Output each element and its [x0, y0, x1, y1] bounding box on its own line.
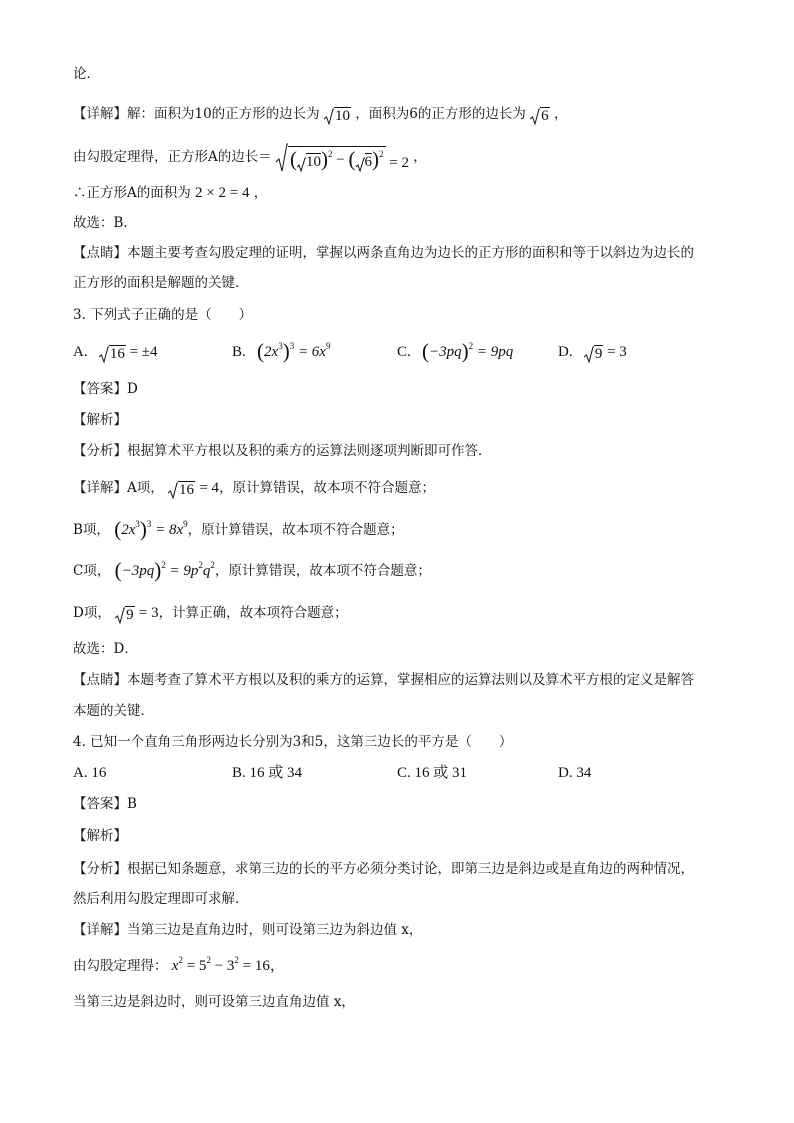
exponent: 3 [278, 341, 283, 351]
line-text: 【详解】当第三边是直角边时，则可设第三边为斜边值 x， [73, 922, 423, 938]
math-result: = 8x [155, 522, 184, 538]
q3-option-d [558, 342, 627, 364]
line-text: ， [413, 149, 427, 165]
option-rhs: = ±4 [129, 344, 158, 360]
text-line [73, 517, 404, 541]
sqrt-10 [324, 106, 351, 126]
option-rhs: = 3 [607, 344, 627, 360]
radicand: 16 [109, 346, 125, 362]
exponent: 3 [135, 519, 140, 529]
line-text: 【详解】A项， [73, 480, 164, 496]
area-expression: 2 × 2 = 4 [195, 185, 250, 201]
option-label: B. [232, 344, 246, 360]
text-line [73, 670, 694, 690]
line-text: ，原计算错误，故本项不符合题意； [214, 563, 431, 579]
text-line [73, 143, 427, 173]
q3-option-c: C. $(-3pq)^2 = 9pq$ [397, 339, 514, 363]
line-text: 3. 下列式子正确的是（ ） [73, 307, 253, 323]
math-result: = 4 [199, 480, 220, 496]
text-line [73, 478, 435, 500]
line-text: D项， [73, 605, 111, 621]
radicand: 6 [364, 154, 373, 170]
exponent: 2 [468, 341, 474, 351]
line-text: ， [553, 106, 568, 122]
sqrt-9 [584, 344, 604, 364]
sqrt-16 [99, 344, 126, 364]
text-line [73, 64, 100, 84]
result: = 2 [389, 155, 409, 171]
exponent: 2 [210, 560, 215, 570]
line-text: 【分析】根据算术平方根以及积的乘方的运算法则逐项判断即可作答． [73, 443, 492, 459]
text-line [73, 859, 694, 879]
variable: x [171, 958, 179, 974]
text-line [73, 701, 154, 721]
line-text: ，计算正确，故本项符合题意； [158, 605, 348, 621]
text-line [73, 603, 348, 625]
q4-option-b [232, 763, 302, 783]
line-text: ， [253, 185, 268, 201]
math-result: = 9p [169, 563, 199, 579]
math-result: q [202, 563, 211, 579]
line-text: 正方形的面积是解题的关键． [73, 275, 249, 291]
exponent: 2 [206, 955, 211, 965]
base: 2x [264, 344, 279, 360]
question-4 [73, 732, 512, 752]
exponent: 3 [289, 341, 295, 351]
option-rhs: = 6x [297, 344, 326, 360]
line-text: 【分析】根据已知条题意，求第三边的长的平方必须分类讨论，即第三边是斜边或是直角边的两种情况， [73, 861, 694, 877]
math-part: = 16， [238, 958, 285, 974]
math-result: = 3 [138, 605, 159, 621]
line-text: ，原计算错误，故本项不符合题意； [219, 480, 436, 496]
q3-option-b: B. $(2x^3)^3 = 6x^9$ [232, 339, 331, 363]
line-text: 本题的关键． [73, 703, 154, 719]
text-line [73, 639, 138, 659]
line-text: 【答案】B [73, 796, 137, 812]
math-part: = 5 [182, 958, 207, 974]
radicand: 10 [334, 108, 350, 124]
exponent: 2 [161, 560, 166, 570]
option-text: B. 16 或 34 [232, 765, 303, 781]
math-expression: $(-3pq)^2 = 9p^2q^2$ [114, 558, 215, 582]
line-text: 由勾股定理得，正方形A的边长＝ [73, 149, 272, 165]
text-line [73, 992, 355, 1012]
line-text: 故选：D． [73, 641, 138, 657]
radicand: 9 [126, 607, 134, 623]
sqrt-16 [168, 480, 195, 500]
option-text: C. 16 或 31 [397, 765, 468, 781]
exponent: 9 [325, 341, 331, 351]
pythagoras-expression: ( 10)$^2$ − ( 6)$^2$ = 2 [276, 143, 409, 173]
text-line [73, 213, 137, 233]
sqrt-9 [115, 605, 135, 625]
option-label: C. [397, 344, 411, 360]
text-line [73, 956, 285, 976]
line-text: 然后利用勾股定理即可求解． [73, 891, 249, 907]
math-part: − 3 [210, 958, 235, 974]
exponent: 2 [234, 955, 239, 965]
line-text: 由勾股定理得： [73, 958, 168, 974]
base: −3pq [429, 344, 462, 360]
text-line [73, 794, 137, 814]
q4-option-d [558, 763, 591, 783]
line-text: 4. 已知一个直角三角形两边长分别为3和5，这第三边长的平方是（ ） [73, 734, 513, 750]
line-text: 【点睛】本题考查了算术平方根以及积的乘方的运算，掌握相应的运算法则以及算术平方根的定义是解答 [73, 672, 694, 688]
line-text: 【详解】解：面积为10的正方形的边长为 [73, 106, 320, 122]
text-line [73, 183, 267, 203]
line-text: 【解析】 [73, 412, 127, 428]
option-label: A. [73, 344, 88, 360]
option-text: D. 34 [558, 765, 592, 781]
question-3 [73, 305, 252, 325]
math-expression [171, 955, 285, 974]
text-line [73, 379, 138, 399]
text-line [73, 104, 567, 126]
q4-option-c [397, 763, 467, 783]
line-text: C项， [73, 563, 111, 579]
text-line [73, 826, 127, 846]
exponent: 2 [379, 149, 384, 159]
text-line [73, 273, 249, 293]
option-rhs: = 9pq [476, 344, 514, 360]
line-text: 【解析】 [73, 828, 127, 844]
operator: − [336, 152, 345, 168]
text-line [73, 441, 492, 461]
radicand: 10 [306, 154, 322, 170]
math-expression: $(2x^3)^3 = 8x^9$ [114, 517, 188, 541]
text-line [73, 889, 249, 909]
text-line [73, 243, 694, 263]
q4-option-a [73, 763, 106, 783]
line-text: 论． [73, 66, 100, 82]
option-label: D. [558, 344, 573, 360]
text-line [73, 920, 422, 940]
text-line [73, 410, 127, 430]
exponent: 3 [146, 519, 152, 529]
line-text: 【答案】D [73, 381, 138, 397]
sqrt-6 [530, 106, 550, 126]
exponent: 2 [178, 955, 183, 965]
radicand: 16 [179, 482, 195, 498]
text-line [73, 558, 431, 582]
line-text: ，面积为6的正方形的边长为 [355, 106, 526, 122]
line-text: ∴正方形A的面积为 [73, 185, 191, 201]
line-text: 【点睛】本题主要考查勾股定理的证明，掌握以两条直角边为边长的正方形的面积和等于以斜边为边长的 [73, 245, 694, 261]
line-text: 当第三边是斜边时，则可设第三边直角边值 x， [73, 994, 355, 1010]
exponent: 2 [328, 149, 333, 159]
radicand: 9 [594, 346, 603, 362]
exponent: 2 [198, 560, 203, 570]
line-text: 故选：B． [73, 215, 137, 231]
base: 2x [121, 522, 136, 538]
exponent: 9 [183, 519, 188, 529]
radicand: 6 [541, 108, 549, 124]
q3-option-a [73, 342, 158, 364]
base: −3pq [121, 563, 155, 579]
line-text: B项， [73, 522, 110, 538]
option-text: A. 16 [73, 765, 107, 781]
line-text: ，原计算错误，故本项不符合题意； [187, 522, 404, 538]
